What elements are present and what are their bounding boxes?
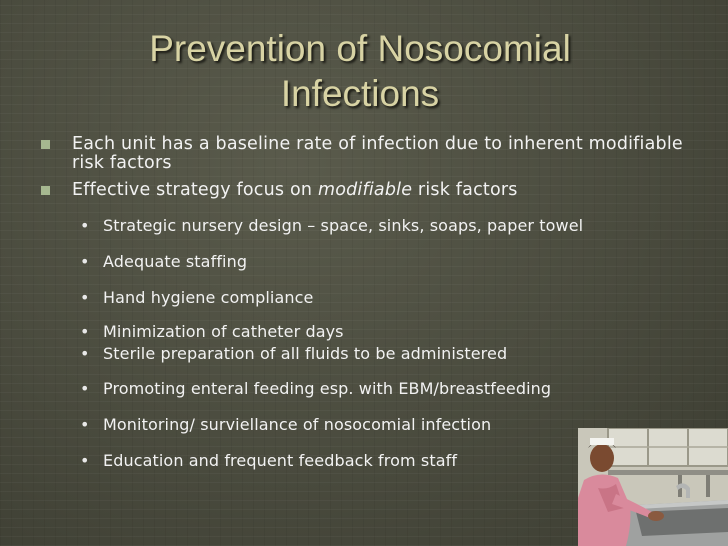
main-bullet-list <box>38 135 698 200</box>
photo-illustration <box>578 428 728 546</box>
sub-bullet-text: Minimization of catheter days <box>103 322 344 341</box>
sub-bullet-text: Promoting enteral feeding esp. with EBM/breastfeeding <box>103 379 552 398</box>
sub-bullet-sterile-fluids <box>80 344 507 364</box>
sub-bullet-enteral-feeding <box>80 379 551 399</box>
square-bullet-icon <box>41 186 50 195</box>
square-bullet-icon <box>41 140 50 149</box>
dot-bullet-icon: • <box>80 216 90 235</box>
sub-bullet-hand-hygiene <box>80 288 313 308</box>
sub-bullet-nursery-design <box>80 216 583 236</box>
sub-bullet-catheter-days <box>80 322 344 342</box>
sub-bullet-surveillance <box>80 415 491 435</box>
sub-bullet-text: Hand hygiene compliance <box>103 288 314 307</box>
sub-bullet-text: Education and frequent feedback from staff <box>103 451 458 470</box>
sub-bullet-text: Sterile preparation of all fluids to be administered <box>103 344 508 363</box>
bullet-text-before: Effective strategy focus on <box>72 180 318 200</box>
sub-bullet-staffing <box>80 252 247 272</box>
nurse-handwashing-photo <box>578 428 728 546</box>
bullet-effective-strategy <box>38 181 698 200</box>
dot-bullet-icon: • <box>80 451 90 470</box>
slide-title <box>60 26 660 116</box>
dot-bullet-icon: • <box>80 344 90 363</box>
title-line-2: Infections <box>280 73 440 114</box>
dot-bullet-icon: • <box>80 322 90 341</box>
bullet-baseline-rate <box>38 135 698 173</box>
bullet-text-after: risk factors <box>412 180 518 200</box>
sub-bullet-text: Adequate staffing <box>103 252 248 271</box>
sub-bullet-text: Monitoring/ surviellance of nosocomial infection <box>103 415 492 434</box>
sub-bullet-education <box>80 451 457 471</box>
title-line-1: Prevention of Nosocomial <box>149 28 571 69</box>
dot-bullet-icon: • <box>80 252 90 271</box>
dot-bullet-icon: • <box>80 379 90 398</box>
dot-bullet-icon: • <box>80 415 90 434</box>
sub-bullet-text: Strategic nursery design – space, sinks, soaps, paper towel <box>103 216 584 235</box>
dot-bullet-icon: • <box>80 288 90 307</box>
bullet-text-emphasis: modifiable <box>317 180 413 200</box>
bullet-text: Each unit has a baseline rate of infection due to inherent modifiable risk factors <box>72 134 683 173</box>
